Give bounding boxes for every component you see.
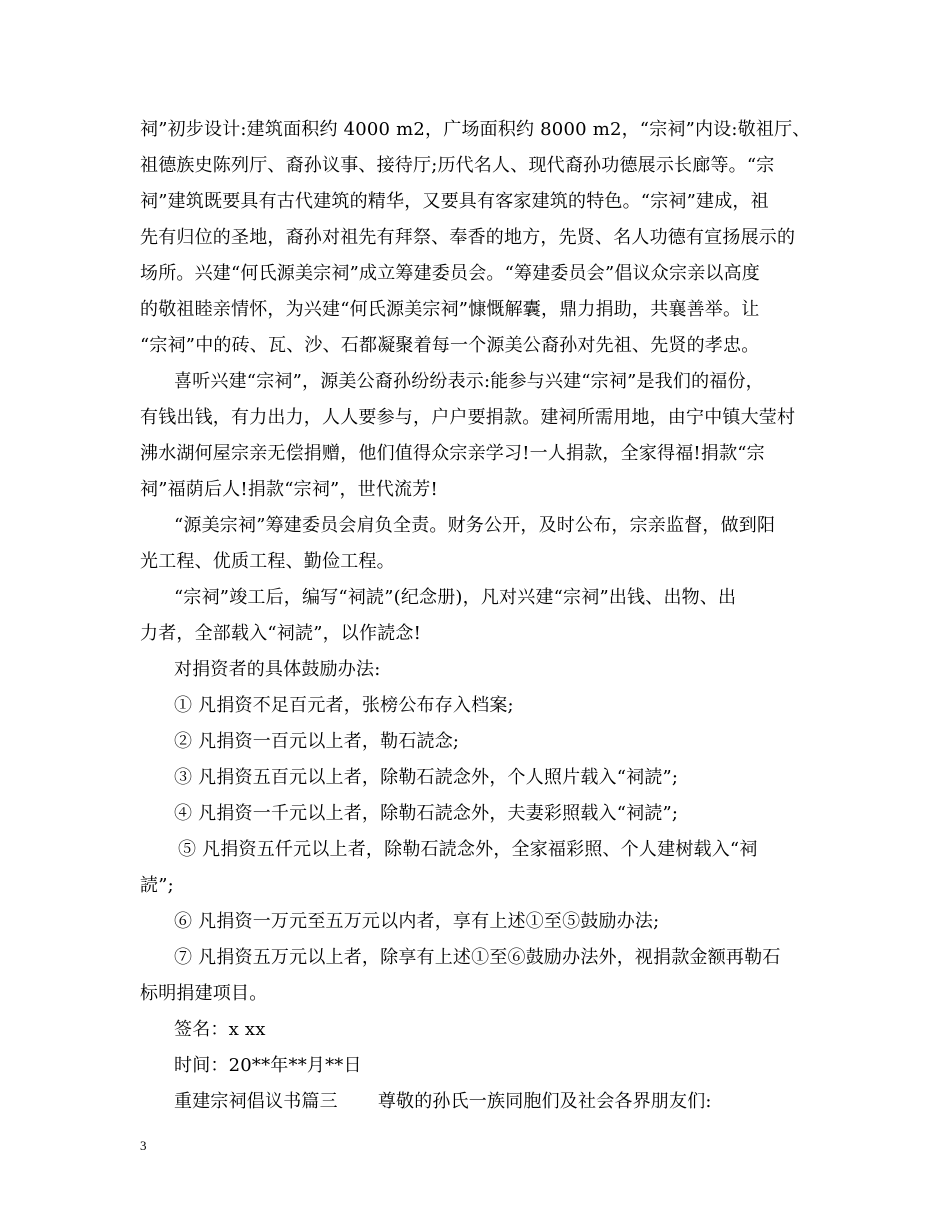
- text-line: 祖德族史陈列厅、裔孙议事、接待厅;历代名人、现代裔孙功德展示长廊等。“宗: [140, 155, 775, 176]
- signature-line: 签名：x xx: [174, 1019, 266, 1040]
- text-line: 有钱出钱，有力出力，人人要参与，户户要捐款。建祠所需用地，由宁中镇大莹村: [140, 407, 796, 428]
- paragraph-start: 喜听兴建“宗祠”，源美公裔孙纷纷表示:能参与兴建“宗祠”是我们的福份，: [174, 371, 764, 392]
- paragraph-start: “源美宗祠”筹建委员会肩负全责。财务公开，及时公布，宗亲监督，做到阳: [174, 515, 776, 536]
- list-item: ⑦ 凡捐资五万元以上者，除享有上述①至⑥鼓励办法外，视捐款金额再勒石: [174, 947, 781, 968]
- text-line: 沸水湖何屋宗亲无偿捐赠，他们值得众宗亲学习!一人捐款，全家得福!捐款“宗: [140, 443, 765, 464]
- text-line: 祠”福荫后人!捐款“宗祠”，世代流芳!: [140, 479, 438, 500]
- text-line: 読”;: [140, 875, 174, 896]
- section-heading: 重建宗祠倡议书篇三: [174, 1091, 338, 1112]
- page-number: 3: [140, 1138, 147, 1153]
- list-item: ② 凡捐资一百元以上者，勒石読念;: [174, 731, 460, 752]
- greeting: 尊敬的孙氏一族同胞们及社会各界朋友们:: [377, 1091, 712, 1112]
- text-line: 的敬祖睦亲情怀，为兴建“何氏源美宗祠”慷慨解囊，鼎力捐助，共襄善举。让: [140, 299, 760, 320]
- text-line: “宗祠”中的砖、瓦、沙、石都凝聚着每一个源美公裔孙对先祖、先贤的孝忠。: [140, 335, 760, 356]
- text-line: 祠”建筑既要具有古代建筑的精华，又要具有客家建筑的特色。“宗祠”建成，祖: [140, 191, 769, 212]
- list-item: ④ 凡捐资一千元以上者，除勒石読念外，夫妻彩照载入“祠読”;: [174, 803, 679, 824]
- document-body: [140, 112, 810, 1120]
- list-item: ⑤ 凡捐资五仟元以上者，除勒石読念外，全家福彩照、个人建树载入“祠: [178, 839, 758, 860]
- text-line: 光工程、优质工程、勤俭工程。: [140, 551, 395, 572]
- paragraph-start: “宗祠”竣工后，编写“祠読”(纪念册)，凡对兴建“宗祠”出钱、出物、出: [174, 587, 737, 608]
- text-line: 先有归位的圣地，裔孙对祖先有拜祭、奉香的地方，先贤、名人功德有宣扬展示的: [140, 227, 796, 248]
- list-intro: 对捐资者的具体鼓励办法:: [174, 659, 381, 680]
- text-line: 祠”初步设计:建筑面积约 4000 m2，广场面积约 8000 m2，“宗祠”内设:敬祖厅、: [140, 119, 811, 140]
- list-item: ⑥ 凡捐资一万元至五万元以内者，享有上述①至⑤鼓励办法;: [174, 911, 660, 932]
- text-line: 标明捐建项目。: [140, 983, 268, 1004]
- list-item: ① 凡捐资不足百元者，张榜公布存入档案;: [174, 695, 514, 716]
- text-line: 场所。兴建“何氏源美宗祠”成立筹建委员会。“筹建委员会”倡议众宗亲以高度: [140, 263, 761, 284]
- section-heading-row: [140, 1084, 810, 1120]
- list-item: ③ 凡捐资五百元以上者，除勒石読念外，个人照片载入“祠読”;: [174, 767, 679, 788]
- date-line: 时间：20**年**月**日: [174, 1055, 362, 1076]
- text-line: 力者，全部载入“祠読”，以作読念!: [140, 623, 422, 644]
